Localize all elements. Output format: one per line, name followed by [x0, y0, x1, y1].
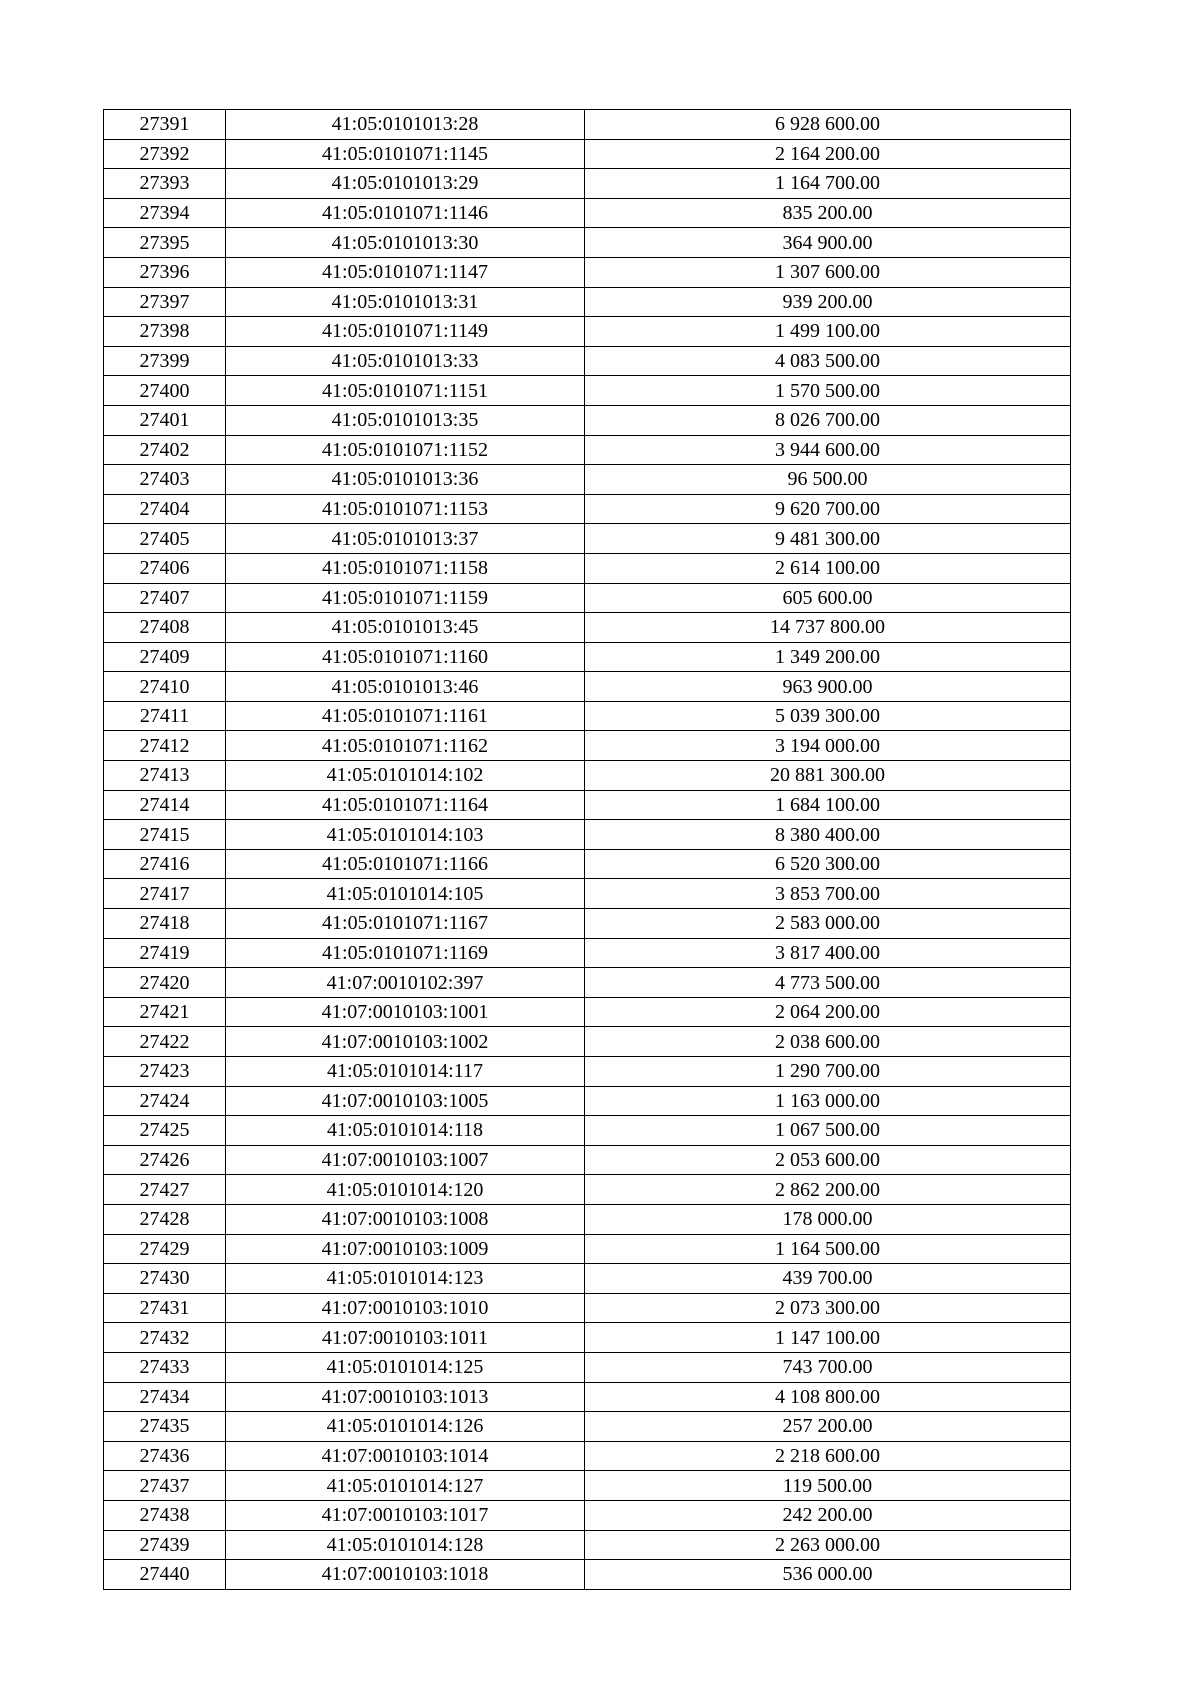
- cadastral-number-cell: 41:05:0101071:1169: [226, 938, 585, 968]
- table-row: [104, 1234, 1071, 1264]
- cadastral-number-cell: 41:05:0101014:128: [226, 1530, 585, 1560]
- value-cell: 242 200.00: [585, 1500, 1071, 1530]
- value-cell: 4 773 500.00: [585, 968, 1071, 998]
- row-number-cell: 27394: [104, 198, 226, 228]
- row-number-cell: 27418: [104, 909, 226, 939]
- table-row: [104, 997, 1071, 1027]
- cadastral-number-cell: 41:05:0101071:1161: [226, 701, 585, 731]
- value-cell: 743 700.00: [585, 1352, 1071, 1382]
- value-cell: 9 620 700.00: [585, 494, 1071, 524]
- row-number-cell: 27408: [104, 613, 226, 643]
- row-number-cell: 27415: [104, 820, 226, 850]
- row-number-cell: 27438: [104, 1500, 226, 1530]
- table-row: [104, 968, 1071, 998]
- table-row: [104, 317, 1071, 347]
- cadastral-number-cell: 41:05:0101071:1152: [226, 435, 585, 465]
- table-row: [104, 1500, 1071, 1530]
- cadastral-number-cell: 41:07:0010103:1005: [226, 1086, 585, 1116]
- table-row: [104, 909, 1071, 939]
- row-number-cell: 27396: [104, 257, 226, 287]
- row-number-cell: 27403: [104, 465, 226, 495]
- cadastral-number-cell: 41:07:0010102:397: [226, 968, 585, 998]
- row-number-cell: 27413: [104, 761, 226, 791]
- value-cell: 178 000.00: [585, 1204, 1071, 1234]
- cadastral-number-cell: 41:05:0101071:1164: [226, 790, 585, 820]
- table-row: [104, 465, 1071, 495]
- cadastral-number-cell: 41:05:0101071:1166: [226, 849, 585, 879]
- table-row: [104, 1293, 1071, 1323]
- value-cell: 439 700.00: [585, 1264, 1071, 1294]
- table-row: [104, 613, 1071, 643]
- table-row: [104, 110, 1071, 140]
- cadastral-number-cell: 41:07:0010103:1001: [226, 997, 585, 1027]
- row-number-cell: 27429: [104, 1234, 226, 1264]
- row-number-cell: 27424: [104, 1086, 226, 1116]
- cadastral-number-cell: 41:05:0101013:31: [226, 287, 585, 317]
- value-cell: 1 147 100.00: [585, 1323, 1071, 1353]
- table-row: [104, 287, 1071, 317]
- value-cell: 3 817 400.00: [585, 938, 1071, 968]
- cadastral-number-cell: 41:05:0101071:1146: [226, 198, 585, 228]
- cadastral-value-table: [103, 109, 1071, 1590]
- row-number-cell: 27437: [104, 1471, 226, 1501]
- row-number-cell: 27417: [104, 879, 226, 909]
- table-row: [104, 553, 1071, 583]
- row-number-cell: 27392: [104, 139, 226, 169]
- cadastral-number-cell: 41:07:0010103:1017: [226, 1500, 585, 1530]
- cadastral-number-cell: 41:05:0101071:1153: [226, 494, 585, 524]
- cadastral-number-cell: 41:07:0010103:1018: [226, 1560, 585, 1590]
- cadastral-number-cell: 41:05:0101013:37: [226, 524, 585, 554]
- table-row: [104, 1560, 1071, 1590]
- row-number-cell: 27410: [104, 672, 226, 702]
- cadastral-number-cell: 41:05:0101013:46: [226, 672, 585, 702]
- table-row: [104, 1412, 1071, 1442]
- row-number-cell: 27399: [104, 346, 226, 376]
- row-number-cell: 27423: [104, 1057, 226, 1087]
- cadastral-number-cell: 41:05:0101071:1147: [226, 257, 585, 287]
- row-number-cell: 27404: [104, 494, 226, 524]
- row-number-cell: 27414: [104, 790, 226, 820]
- table-row: [104, 820, 1071, 850]
- cadastral-number-cell: 41:05:0101071:1162: [226, 731, 585, 761]
- row-number-cell: 27406: [104, 553, 226, 583]
- value-cell: 96 500.00: [585, 465, 1071, 495]
- row-number-cell: 27435: [104, 1412, 226, 1442]
- cadastral-number-cell: 41:07:0010103:1008: [226, 1204, 585, 1234]
- value-cell: 1 164 500.00: [585, 1234, 1071, 1264]
- value-cell: 14 737 800.00: [585, 613, 1071, 643]
- row-number-cell: 27393: [104, 169, 226, 199]
- row-number-cell: 27426: [104, 1145, 226, 1175]
- row-number-cell: 27409: [104, 642, 226, 672]
- value-cell: 4 083 500.00: [585, 346, 1071, 376]
- row-number-cell: 27436: [104, 1441, 226, 1471]
- row-number-cell: 27397: [104, 287, 226, 317]
- value-cell: 8 380 400.00: [585, 820, 1071, 850]
- cadastral-number-cell: 41:07:0010103:1013: [226, 1382, 585, 1412]
- value-cell: 2 583 000.00: [585, 909, 1071, 939]
- cadastral-number-cell: 41:05:0101013:30: [226, 228, 585, 258]
- cadastral-number-cell: 41:05:0101014:126: [226, 1412, 585, 1442]
- cadastral-number-cell: 41:07:0010103:1014: [226, 1441, 585, 1471]
- cadastral-number-cell: 41:05:0101071:1159: [226, 583, 585, 613]
- value-cell: 1 290 700.00: [585, 1057, 1071, 1087]
- row-number-cell: 27419: [104, 938, 226, 968]
- table-row: [104, 790, 1071, 820]
- row-number-cell: 27412: [104, 731, 226, 761]
- cadastral-number-cell: 41:05:0101013:28: [226, 110, 585, 140]
- value-cell: 1 570 500.00: [585, 376, 1071, 406]
- value-cell: 8 026 700.00: [585, 405, 1071, 435]
- table-row: [104, 494, 1071, 524]
- cadastral-number-cell: 41:07:0010103:1010: [226, 1293, 585, 1323]
- row-number-cell: 27422: [104, 1027, 226, 1057]
- value-cell: 835 200.00: [585, 198, 1071, 228]
- table-row: [104, 1204, 1071, 1234]
- table-row: [104, 1027, 1071, 1057]
- value-cell: 3 944 600.00: [585, 435, 1071, 465]
- row-number-cell: 27430: [104, 1264, 226, 1294]
- cadastral-number-cell: 41:05:0101014:127: [226, 1471, 585, 1501]
- table-row: [104, 228, 1071, 258]
- cadastral-number-cell: 41:05:0101014:102: [226, 761, 585, 791]
- value-cell: 536 000.00: [585, 1560, 1071, 1590]
- table-row: [104, 1086, 1071, 1116]
- cadastral-number-cell: 41:05:0101071:1160: [226, 642, 585, 672]
- value-cell: 2 263 000.00: [585, 1530, 1071, 1560]
- row-number-cell: 27400: [104, 376, 226, 406]
- table-row: [104, 1471, 1071, 1501]
- row-number-cell: 27398: [104, 317, 226, 347]
- cadastral-number-cell: 41:05:0101013:36: [226, 465, 585, 495]
- cadastral-number-cell: 41:05:0101071:1149: [226, 317, 585, 347]
- cadastral-number-cell: 41:07:0010103:1007: [226, 1145, 585, 1175]
- value-cell: 3 194 000.00: [585, 731, 1071, 761]
- table-row: [104, 524, 1071, 554]
- table-row: [104, 139, 1071, 169]
- cadastral-number-cell: 41:05:0101014:105: [226, 879, 585, 909]
- value-cell: 1 499 100.00: [585, 317, 1071, 347]
- row-number-cell: 27405: [104, 524, 226, 554]
- value-cell: 20 881 300.00: [585, 761, 1071, 791]
- value-cell: 6 928 600.00: [585, 110, 1071, 140]
- table-row: [104, 257, 1071, 287]
- table-row: [104, 198, 1071, 228]
- cadastral-number-cell: 41:07:0010103:1009: [226, 1234, 585, 1264]
- table-row: [104, 405, 1071, 435]
- value-cell: 1 067 500.00: [585, 1116, 1071, 1146]
- value-cell: 2 164 200.00: [585, 139, 1071, 169]
- row-number-cell: 27420: [104, 968, 226, 998]
- value-cell: 4 108 800.00: [585, 1382, 1071, 1412]
- cadastral-number-cell: 41:05:0101071:1158: [226, 553, 585, 583]
- cadastral-number-cell: 41:05:0101071:1145: [226, 139, 585, 169]
- row-number-cell: 27434: [104, 1382, 226, 1412]
- table-row: [104, 1530, 1071, 1560]
- row-number-cell: 27416: [104, 849, 226, 879]
- table-row: [104, 731, 1071, 761]
- value-cell: 257 200.00: [585, 1412, 1071, 1442]
- row-number-cell: 27440: [104, 1560, 226, 1590]
- table-row: [104, 1057, 1071, 1087]
- table-row: [104, 1145, 1071, 1175]
- cadastral-number-cell: 41:07:0010103:1002: [226, 1027, 585, 1057]
- row-number-cell: 27431: [104, 1293, 226, 1323]
- value-cell: 2 862 200.00: [585, 1175, 1071, 1205]
- value-cell: 2 064 200.00: [585, 997, 1071, 1027]
- table-row: [104, 583, 1071, 613]
- value-cell: 1 164 700.00: [585, 169, 1071, 199]
- cadastral-number-cell: 41:05:0101013:33: [226, 346, 585, 376]
- table-row: [104, 642, 1071, 672]
- table-row: [104, 1323, 1071, 1353]
- value-cell: 605 600.00: [585, 583, 1071, 613]
- table-row: [104, 879, 1071, 909]
- value-cell: 939 200.00: [585, 287, 1071, 317]
- row-number-cell: 27411: [104, 701, 226, 731]
- value-cell: 1 163 000.00: [585, 1086, 1071, 1116]
- table-row: [104, 376, 1071, 406]
- value-cell: 2 614 100.00: [585, 553, 1071, 583]
- cadastral-number-cell: 41:05:0101071:1151: [226, 376, 585, 406]
- value-cell: 2 053 600.00: [585, 1145, 1071, 1175]
- table-row: [104, 1264, 1071, 1294]
- row-number-cell: 27407: [104, 583, 226, 613]
- value-cell: 9 481 300.00: [585, 524, 1071, 554]
- value-cell: 2 073 300.00: [585, 1293, 1071, 1323]
- row-number-cell: 27427: [104, 1175, 226, 1205]
- row-number-cell: 27439: [104, 1530, 226, 1560]
- value-cell: 3 853 700.00: [585, 879, 1071, 909]
- cadastral-number-cell: 41:05:0101014:123: [226, 1264, 585, 1294]
- row-number-cell: 27428: [104, 1204, 226, 1234]
- cadastral-number-cell: 41:05:0101014:125: [226, 1352, 585, 1382]
- table-row: [104, 435, 1071, 465]
- table-row: [104, 849, 1071, 879]
- table-row: [104, 761, 1071, 791]
- row-number-cell: 27425: [104, 1116, 226, 1146]
- table-row: [104, 1352, 1071, 1382]
- table-body: [104, 110, 1071, 1590]
- table-row: [104, 1116, 1071, 1146]
- table-row: [104, 1441, 1071, 1471]
- cadastral-number-cell: 41:05:0101013:35: [226, 405, 585, 435]
- row-number-cell: 27401: [104, 405, 226, 435]
- value-cell: 119 500.00: [585, 1471, 1071, 1501]
- value-cell: 2 038 600.00: [585, 1027, 1071, 1057]
- table-row: [104, 1175, 1071, 1205]
- cadastral-number-cell: 41:07:0010103:1011: [226, 1323, 585, 1353]
- cadastral-number-cell: 41:05:0101014:103: [226, 820, 585, 850]
- value-cell: 2 218 600.00: [585, 1441, 1071, 1471]
- row-number-cell: 27402: [104, 435, 226, 465]
- cadastral-number-cell: 41:05:0101014:118: [226, 1116, 585, 1146]
- row-number-cell: 27432: [104, 1323, 226, 1353]
- cadastral-number-cell: 41:05:0101014:120: [226, 1175, 585, 1205]
- table-row: [104, 346, 1071, 376]
- row-number-cell: 27421: [104, 997, 226, 1027]
- cadastral-number-cell: 41:05:0101014:117: [226, 1057, 585, 1087]
- value-cell: 1 307 600.00: [585, 257, 1071, 287]
- value-cell: 364 900.00: [585, 228, 1071, 258]
- cadastral-number-cell: 41:05:0101013:45: [226, 613, 585, 643]
- value-cell: 5 039 300.00: [585, 701, 1071, 731]
- table-row: [104, 169, 1071, 199]
- table-row: [104, 672, 1071, 702]
- value-cell: 1 684 100.00: [585, 790, 1071, 820]
- table-row: [104, 1382, 1071, 1412]
- cadastral-number-cell: 41:05:0101071:1167: [226, 909, 585, 939]
- row-number-cell: 27395: [104, 228, 226, 258]
- table-row: [104, 701, 1071, 731]
- row-number-cell: 27391: [104, 110, 226, 140]
- cadastral-number-cell: 41:05:0101013:29: [226, 169, 585, 199]
- table-row: [104, 938, 1071, 968]
- value-cell: 963 900.00: [585, 672, 1071, 702]
- value-cell: 1 349 200.00: [585, 642, 1071, 672]
- value-cell: 6 520 300.00: [585, 849, 1071, 879]
- row-number-cell: 27433: [104, 1352, 226, 1382]
